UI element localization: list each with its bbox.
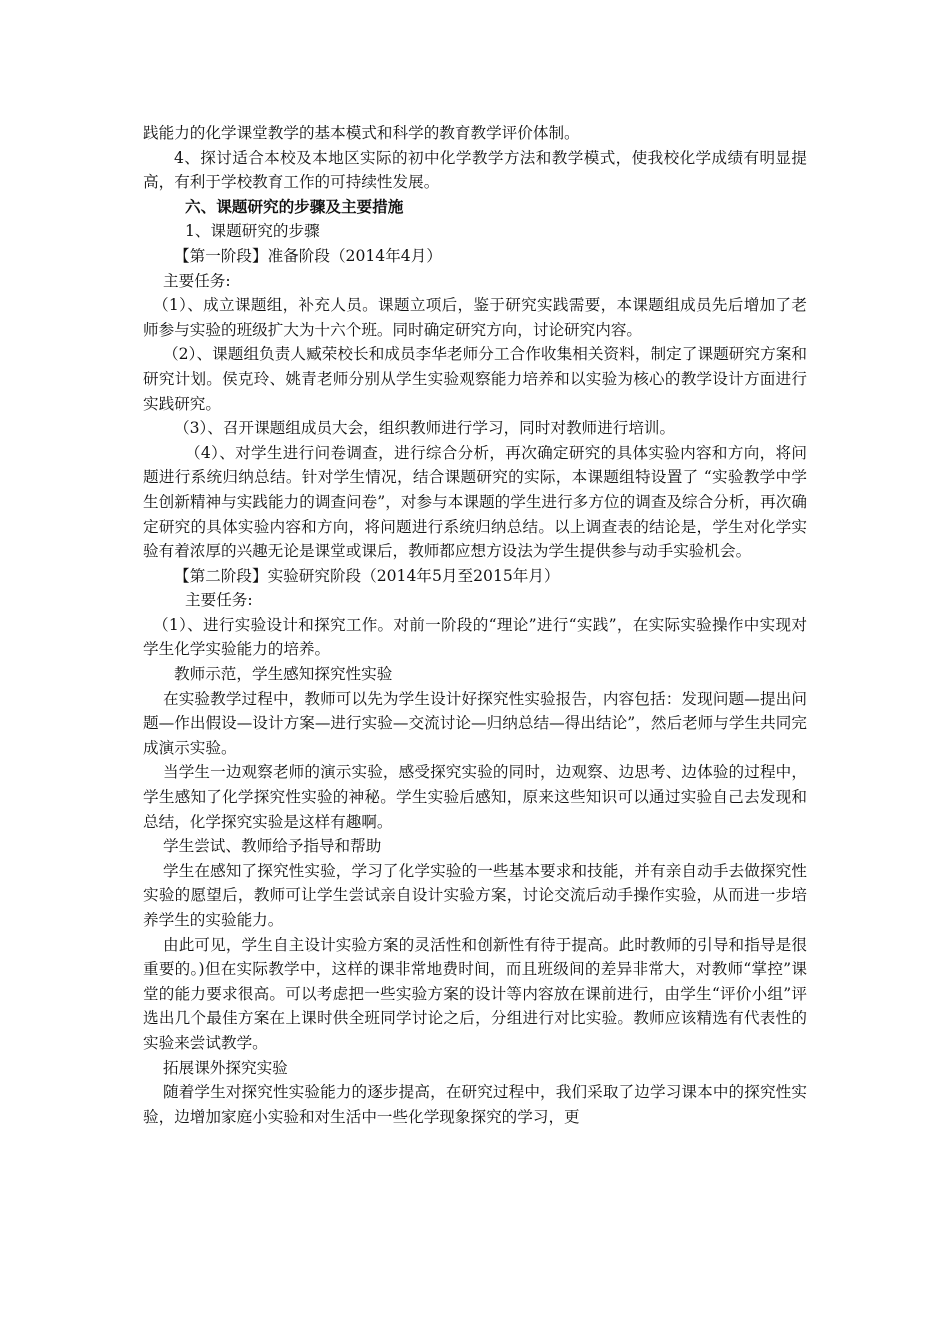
stage-1-task-3: （3）、召开课题组成员大会，组织教师进行学习，同时对教师进行培训。 — [174, 419, 676, 438]
subheading-student-try: 学生尝试、教师给予指导和帮助 — [163, 837, 382, 856]
paragraph-conclusion: 由此可见，学生自主设计实验方案的灵活性和创新性有待于提高。此时教师的引导和指导是很重要的。)但在实际教学中，这样的课非常地费时间，而且班级间的差异非常大，对教师“掌控”课堂的能力要求很高。可以考虑把一些实验方案的设计等内容放在课前进行，由学生“评价小组”评选出几个最佳方案在上课时供全班同学讨论之后，分组进行对比实验。教师应该精选有代表性的实验来尝试教学。 — [143, 935, 807, 1052]
stage-1-task-1: （1）、成立课题组，补充人员。课题立项后，鉴于研究实践需要，本课题组成员先后增加了老师参与实验的班级扩大为十六个班。同时确定研究方向，讨论研究内容。 — [143, 296, 807, 339]
stage-2-task-1: （1）、进行实验设计和探究工作。对前一阶段的“理论”进行“实践”，在实际实验操作中实现对学生化学实验能力的培养。 — [143, 615, 807, 659]
stage-1-task-4: （4）、对学生进行问卷调查，进行综合分析，再次确定研究的具体实验内容和方向，将问题进行系统归纳总结。针对学生情况，结合课题研究的实际，本课题组特设置了 “实验教学中学生创新精神与实践能力的调查问卷”，对参与本课题的学生进行多方位的调查及综合分析，再次确定研究的具体实验内容和方向，将问题进行系统归纳总结。以上调查表的结论是，学生对化学实验有着浓厚的兴趣无论是课堂或课后，教师都应想方设法为学生提供参与动手实验机会。 — [143, 443, 807, 561]
paragraph-extension: 随着学生对探究性实验能力的逐步提高，在研究过程中，我们采取了边学习课本中的探究性实验，边增加家庭小实验和对生活中一些化学现象探究的学习，更 — [143, 1083, 807, 1126]
subheading-research-steps: 1、课题研究的步骤 — [185, 222, 320, 241]
stage-1-title: 【第一阶段】准备阶段（2014年4月） — [174, 246, 442, 265]
subheading-teacher-demo: 教师示范，学生感知探究性实验 — [174, 665, 393, 684]
stage-1-tasks-label: 主要任务: — [163, 271, 231, 290]
section-heading-steps: 六、课题研究的步骤及主要措施 — [185, 196, 404, 216]
paragraph-student-observe: 当学生一边观察老师的演示实验，感受探究实验的同时，边观察、边思考、边体验的过程中，学生感知了化学探究性实验的神秘。学生实验后感知，原来这些知识可以通过实验自己去发现和总结，化学探究实验是这样有趣啊。 — [143, 763, 807, 831]
paragraph-continuation: 践能力的化学课堂教学的基本模式和科学的教育教学评价体制。 — [143, 124, 580, 142]
document-page — [143, 121, 807, 1129]
paragraph-student-design: 学生在感知了探究性实验，学习了化学实验的一些基本要求和技能，并有亲自动手去做探究性实验的愿望后，教师可让学生尝试亲自设计实验方案，讨论交流后动手操作实验，从而进一步培养学生的实验能力。 — [143, 861, 807, 929]
stage-2-tasks-label: 主要任务: — [185, 591, 253, 610]
paragraph-goal-4: 4、探讨适合本校及本地区实际的初中化学教学方法和教学模式，使我校化学成绩有明显提高，有利于学校教育工作的可持续性发展。 — [143, 148, 807, 192]
stage-1-task-2: （2）、课题组负责人臧荣校长和成员李华老师分工合作收集相关资料，制定了课题研究方案和研究计划。侯克玲、姚青老师分别从学生实验观察能力培养和以实验为核心的教学设计方面进行实践研究。 — [143, 345, 807, 413]
stage-2-title: 【第二阶段】实验研究阶段（2014年5月至2015年月） — [174, 566, 560, 585]
paragraph-teaching-process: 在实验教学过程中，教师可以先为学生设计好探究性实验报告，内容包括：发现问题—提出问题—作出假设—设计方案—进行实验—交流讨论—归纳总结—得出结论”，然后老师与学生共同完成演示实验。 — [143, 689, 807, 757]
subheading-extracurricular: 拓展课外探究实验 — [163, 1058, 288, 1077]
